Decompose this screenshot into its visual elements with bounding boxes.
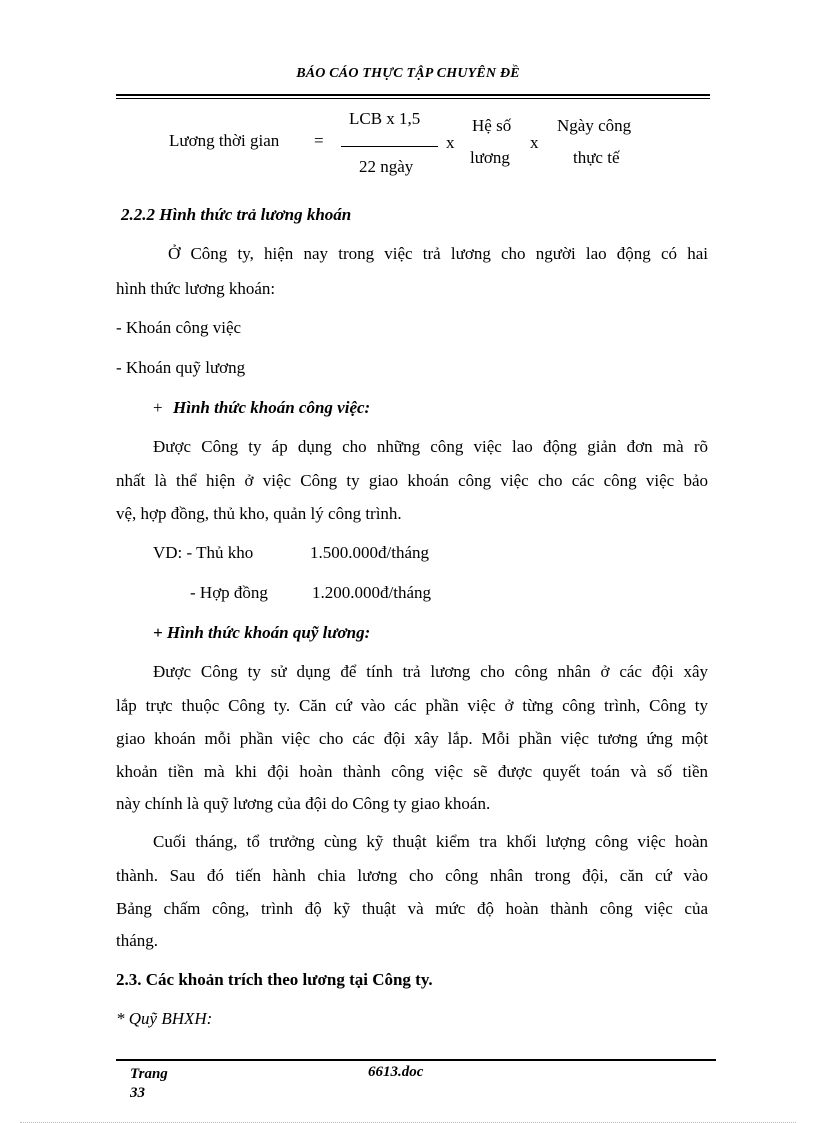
sub1-line-3: vệ, hợp đồng, thủ kho, quản lý công trình. [116, 504, 402, 523]
example-1-value: 1.500.000đ/tháng [310, 543, 429, 562]
example-2-label: - Hợp đồng [190, 583, 268, 602]
footer-rule [116, 1059, 716, 1061]
header-rule-bottom [116, 98, 710, 99]
document-header-title: BÁO CÁO THỰC TẬP CHUYÊN ĐỀ [296, 66, 520, 81]
sub1-heading: Hình thức khoán công việc: [173, 398, 371, 417]
footer-page-label: Trang [130, 1066, 168, 1082]
section-heading-2-3: 2.3. Các khoản trích theo lương tại Công ty. [116, 970, 433, 989]
sub2-line-2: lắp trực thuộc Công ty. Căn cứ vào các phần việc ở từng công trình, Công ty [116, 696, 708, 715]
formula-coefficient-line2: lương [470, 148, 510, 167]
formula-numerator: LCB x 1,5 [349, 109, 421, 128]
para-end-line-3: Bảng chấm công, trình độ kỹ thuật và mức độ hoàn thành công việc của [116, 899, 708, 918]
formula-coefficient-line1: Hệ số [472, 116, 512, 135]
footer-filename: 6613.doc [368, 1064, 424, 1080]
fraction-line [341, 146, 438, 147]
sub1-line-1: Được Công ty áp dụng cho những công việc lao động giản đơn mà rõ [153, 437, 708, 456]
formula-denominator: 22 ngày [359, 157, 414, 176]
sub2-line-3: giao khoán mỗi phần việc cho các đội xây lắp. Mỗi phần việc tương ứng một [116, 729, 708, 748]
example-2-value: 1.200.000đ/tháng [312, 583, 431, 602]
formula-times-1: x [446, 133, 455, 152]
header-rule-top [116, 94, 710, 96]
formula-times-2: x [530, 133, 539, 152]
sub2-line-1: Được Công ty sử dụng để tính trả lương cho công nhân ở các đội xây [153, 662, 708, 681]
sub1-plus: + [153, 398, 163, 417]
intro-line-1: Ở Công ty, hiện nay trong việc trả lương cho người lao động có hai [168, 244, 708, 263]
formula-lhs: Lương thời gian [169, 131, 280, 150]
section-heading-2-2-2: 2.2.2 Hình thức trả lương khoán [121, 205, 352, 224]
sub2-line-5: này chính là quỹ lương của đội do Công ty giao khoán. [116, 794, 491, 813]
para-end-line-4: tháng. [116, 931, 159, 950]
formula-days-line1: Ngày công [557, 116, 632, 135]
sub2-heading: + Hình thức khoán quỹ lương: [153, 623, 371, 642]
bhxh-label: * Quỹ BHXH: [116, 1009, 213, 1028]
bullet-khoan-cong-viec: - Khoán công việc [116, 318, 242, 337]
bullet-khoan-quy-luong: - Khoán quỹ lương [116, 358, 246, 377]
formula-days-line2: thực tế [573, 148, 620, 167]
para-end-line-2: thành. Sau đó tiến hành chia lương cho công nhân trong đội, căn cứ vào [116, 866, 708, 885]
sub2-line-4: khoản tiền mà khi đội hoàn thành công việc sẽ được quyết toán và số tiền [116, 762, 708, 781]
para-end-line-1: Cuối tháng, tổ trưởng cùng kỹ thuật kiểm tra khối lượng công việc hoàn [153, 832, 708, 851]
example-1-label: VD: - Thủ kho [153, 543, 254, 562]
footer-page-number: 33 [130, 1085, 145, 1101]
formula-equals: = [314, 131, 324, 150]
intro-line-2: hình thức lương khoán: [116, 279, 276, 298]
sub1-line-2: nhất là thể hiện ở việc Công ty giao khoán công việc cho các công việc bảo [116, 471, 708, 490]
